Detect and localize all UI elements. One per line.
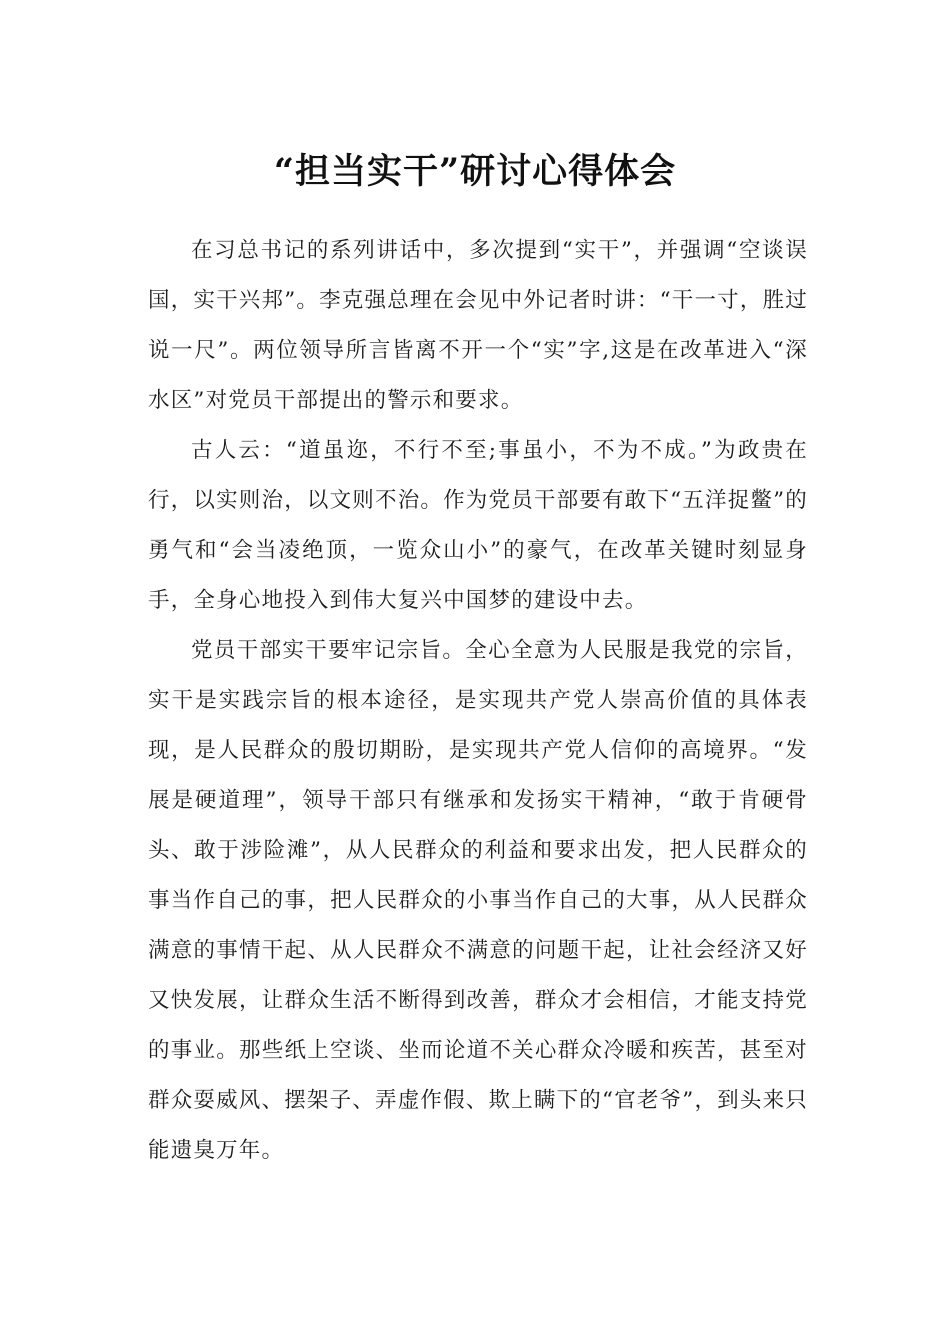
paragraph: 在习总书记的系列讲话中，多次提到“实干”，并强调“空谈误国，实干兴邦”。李克强总理在会见中外记者时讲：“干一寸，胜过说一尺”。两位领导所言皆离不开一个“实”字,这是在改革进入“深水区”对党员干部提出的警示和要求。 (148, 238, 808, 413)
paragraph: 古人云：“道虽迩，不行不至;事虽小，不为不成。”为政贵在行，以实则治，以文则不治。作为党员干部要有敢下“五洋捉鳖”的勇气和“会当凌绝顶，一览众山小”的豪气，在改革关键时刻显身手，全身心地投入到伟大复兴中国梦的建设中去。 (148, 438, 808, 613)
paragraph: 党员干部实干要牢记宗旨。全心全意为人民服是我党的宗旨，实干是实践宗旨的根本途径，是实现共产党人崇高价值的具体表现，是人民群众的殷切期盼，是实现共产党人信仰的高境界。“发展是硬道理”，领导干部只有继承和发扬实干精神，“敢于肯硬骨头、敢于涉险滩”，从人民群众的利益和要求出发，把人民群众的事当作自己的事，把人民群众的小事当作自己的大事，从人民群众满意的事情干起、从人民群众不满意的问题干起，让社会经济又好又快发展，让群众生活不断得到改善，群众才会相信，才能支持党的事业。那些纸上空谈、坐而论道不关心群众冷暖和疾苦，甚至对群众耍威风、摆架子、弄虚作假、欺上瞒下的“官老爷”，到头来只能遗臭万年。 (148, 638, 808, 1163)
document-body (148, 226, 808, 1176)
document-title: “担当实干”研讨心得体会 (273, 151, 677, 193)
